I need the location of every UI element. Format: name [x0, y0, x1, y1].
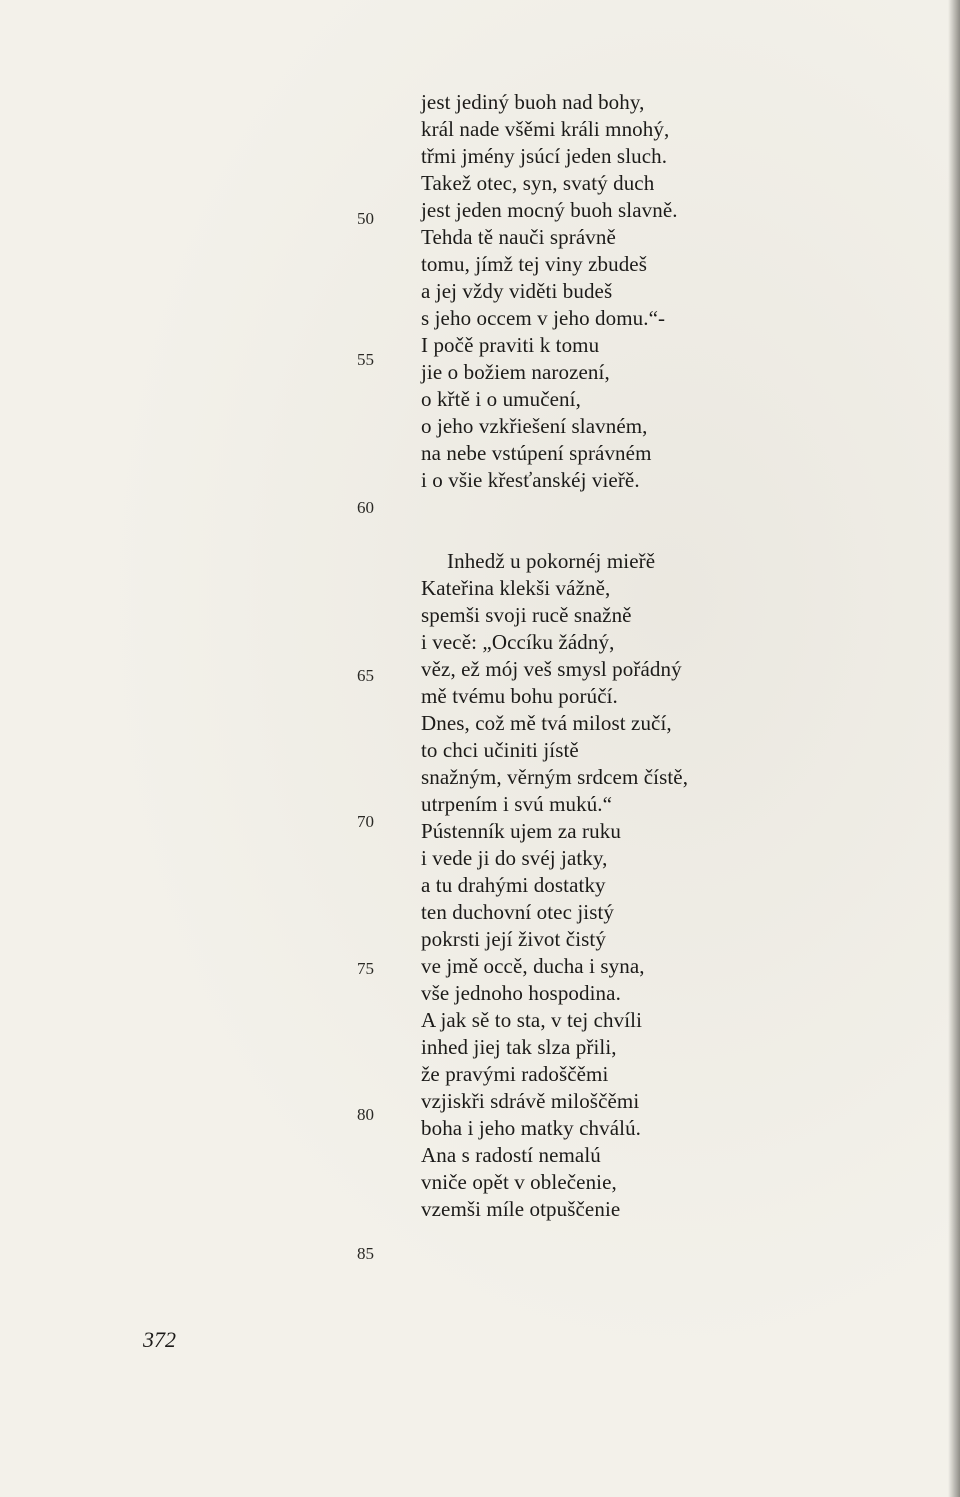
verse-line: Inhedž u pokornéj mieřě — [447, 549, 656, 573]
verse-line: i vede ji do svéj jatky, — [421, 846, 608, 870]
verse-line: i o všie křesťanskéj vieřě. — [421, 468, 640, 492]
verse-line: Tehda tě nauči správně — [421, 225, 616, 249]
verse-line: a jej vždy viděti budeš — [421, 279, 613, 303]
verse-line: věz, ež mój veš smysl pořádný — [421, 657, 682, 681]
verse-line: i vecě: „Occíku žádný, — [421, 630, 615, 654]
verse-line: spemši svoji rucě snažně — [421, 603, 632, 627]
verse-line: utrpením i svú mukú.“ — [421, 792, 613, 816]
verse-line: boha i jeho matky chválú. — [421, 1116, 642, 1140]
verse-line: jie o božiem narození, — [421, 360, 610, 384]
verse-line: vniče opět v oblečenie, — [421, 1170, 617, 1194]
verse-line: třmi jmény jsúcí jeden sluch. — [421, 144, 668, 168]
verse-line: snažným, věrným srdcem čístě, — [421, 765, 689, 789]
verse-line: Pústenník ujem za ruku — [421, 819, 621, 843]
verse-line: Ana s radostí nemalú — [421, 1143, 601, 1167]
verse-line: král nade všěmi králi mnohý, — [421, 117, 670, 141]
verse-line: a tu drahými dostatky — [421, 873, 606, 897]
verse-line: na nebe vstúpení správném — [421, 441, 652, 465]
verse-line: tomu, jímž tej viny zbudeš — [421, 252, 647, 276]
verse-line: jest jediný buoh nad bohy, — [421, 90, 645, 114]
line-number: 65 — [357, 666, 374, 685]
verse-line: že pravými radoščěmi — [421, 1062, 609, 1086]
verse-line: vše jednoho hospodina. — [421, 981, 621, 1005]
line-number: 80 — [357, 1105, 374, 1124]
verse-line: to chci učiniti jístě — [421, 738, 579, 762]
verse-line: ve jmě occě, ducha i syna, — [421, 954, 645, 978]
line-number: 60 — [357, 498, 374, 517]
page-number: 372 — [143, 1327, 176, 1352]
verse-line: inhed jiej tak slza přili, — [421, 1035, 617, 1059]
verse-line: Kateřina klekši vážně, — [421, 576, 611, 600]
verse-line: o jeho vzkřiešení slavném, — [421, 414, 648, 438]
verse-line: s jeho occem v jeho domu.“- — [421, 306, 666, 330]
verse-line: vzemši míle otpuščenie — [421, 1197, 621, 1221]
verse-line: Dnes, což mě tvá milost zučí, — [421, 711, 672, 735]
verse-line: vzjiskři sdrávě miloščěmi — [421, 1089, 640, 1113]
verse-line: jest jeden mocný buoh slavně. — [421, 198, 678, 222]
line-number: 70 — [357, 812, 374, 831]
verse-line: A jak sě to sta, v tej chvíli — [421, 1008, 643, 1032]
verse-line: ten duchovní otec jistý — [421, 900, 615, 924]
line-number: 85 — [357, 1244, 374, 1263]
verse-line: mě tvému bohu porúčí. — [421, 684, 618, 708]
verse-line: pokrsti její život čistý — [421, 927, 606, 951]
verse-line: I počě praviti k tomu — [421, 333, 600, 357]
verse-line: Takež otec, syn, svatý duch — [421, 171, 655, 195]
line-number: 55 — [357, 350, 374, 369]
line-number: 50 — [357, 209, 374, 228]
line-number: 75 — [357, 959, 374, 978]
page-edge-shadow — [948, 0, 960, 1497]
verse-line: o křtě i o umučení, — [421, 387, 581, 411]
